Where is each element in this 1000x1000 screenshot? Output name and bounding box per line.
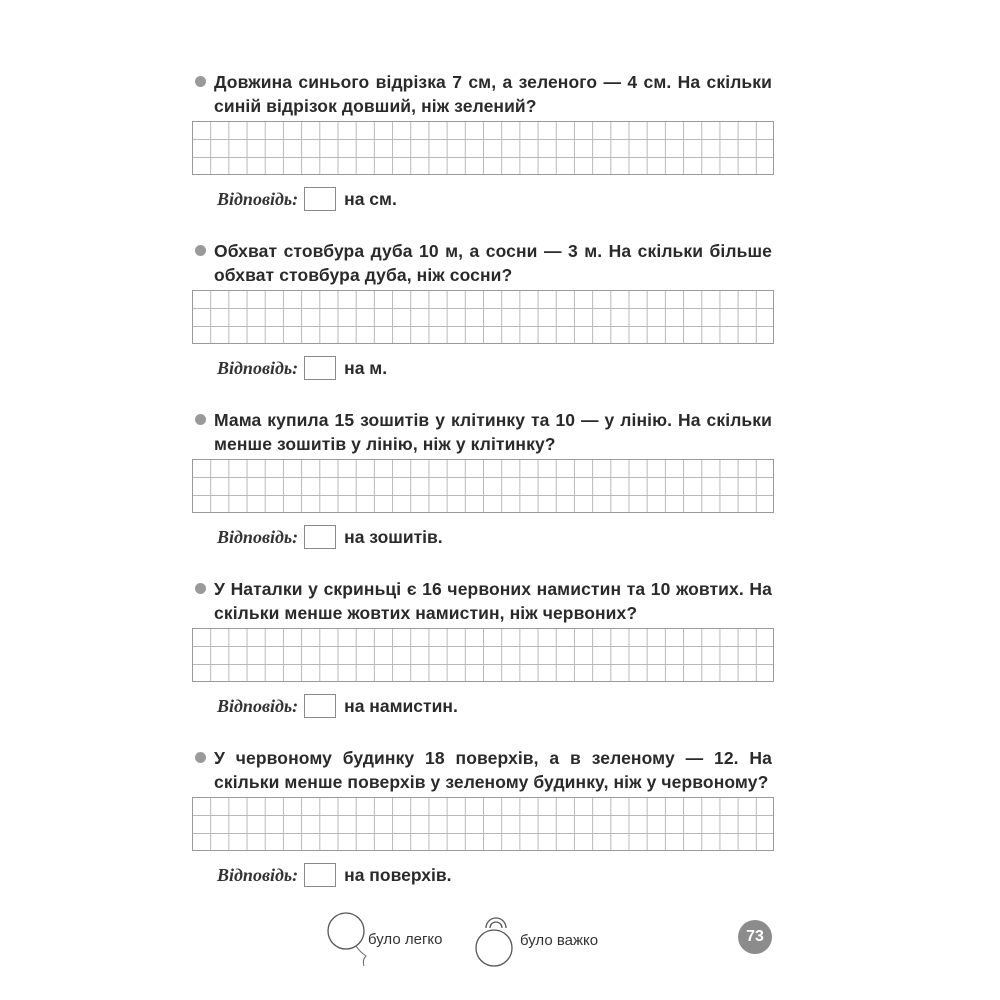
task-4-answer xyxy=(217,694,458,718)
balloon-icon xyxy=(326,908,374,970)
page-number: 73 xyxy=(738,920,772,954)
task-1-grid[interactable] xyxy=(192,121,774,175)
task-1-question: Довжина синього відрізка 7 см, а зеленого — 4 см. На скільки синій відрізок довший, ніж зелений? xyxy=(214,72,772,116)
task-5-text xyxy=(214,746,772,794)
answer-unit: на поверхів. xyxy=(344,864,452,885)
bullet-icon xyxy=(195,414,206,425)
easy-option[interactable] xyxy=(326,908,443,970)
answer-box[interactable] xyxy=(304,694,336,718)
answer-unit: на зошитів. xyxy=(344,526,443,547)
task-5-grid[interactable] xyxy=(192,797,774,851)
bullet-icon xyxy=(195,245,206,256)
bullet-icon xyxy=(195,583,206,594)
task-3-text xyxy=(214,408,772,456)
answer-box[interactable] xyxy=(304,356,336,380)
task-5-answer xyxy=(217,863,452,887)
answer-box[interactable] xyxy=(304,187,336,211)
answer-label: Відповідь: xyxy=(217,188,299,209)
task-4-question: У Наталки у скриньці є 16 червоних намистин та 10 жовтих. На скільки менше жовтих намистин, ніж червоних? xyxy=(214,579,772,623)
answer-unit: на намистин. xyxy=(344,695,458,716)
task-4-grid[interactable] xyxy=(192,628,774,682)
kettlebell-icon xyxy=(470,910,520,970)
task-1-answer xyxy=(217,187,397,211)
answer-label: Відповідь: xyxy=(217,695,299,716)
task-5 xyxy=(192,746,782,885)
task-3 xyxy=(192,408,782,547)
bullet-icon xyxy=(195,76,206,87)
task-3-question: Мама купила 15 зошитів у клітинку та 10 — у лінію. На скільки менше зошитів у лінію, ніж у клітинку? xyxy=(214,410,772,454)
bullet-icon xyxy=(195,752,206,763)
answer-label: Відповідь: xyxy=(217,357,299,378)
task-2-text xyxy=(214,239,772,287)
hard-label: було важко xyxy=(520,931,599,949)
task-5-question: У червоному будинку 18 поверхів, а в зеленому — 12. На скільки менше поверхів у зеленому будинку, ніж у червоному? xyxy=(214,748,772,792)
task-2-grid[interactable] xyxy=(192,290,774,344)
answer-label: Відповідь: xyxy=(217,526,299,547)
answer-box[interactable] xyxy=(304,863,336,887)
task-1-text xyxy=(214,70,772,118)
answer-unit: на см. xyxy=(344,188,397,209)
task-4-text xyxy=(214,577,772,625)
task-2 xyxy=(192,239,782,378)
task-3-grid[interactable] xyxy=(192,459,774,513)
task-3-answer xyxy=(217,525,443,549)
answer-unit: на м. xyxy=(344,357,388,378)
task-2-question: Обхват стовбура дуба 10 м, а сосни — 3 м. На скільки більше обхват стовбура дуба, ніж сосни? xyxy=(214,241,772,285)
task-2-answer xyxy=(217,356,387,380)
task-4 xyxy=(192,577,782,716)
hard-option[interactable] xyxy=(470,910,598,970)
answer-box[interactable] xyxy=(304,525,336,549)
easy-label: було легко xyxy=(368,930,443,948)
answer-label: Відповідь: xyxy=(217,864,299,885)
task-1 xyxy=(192,70,782,209)
